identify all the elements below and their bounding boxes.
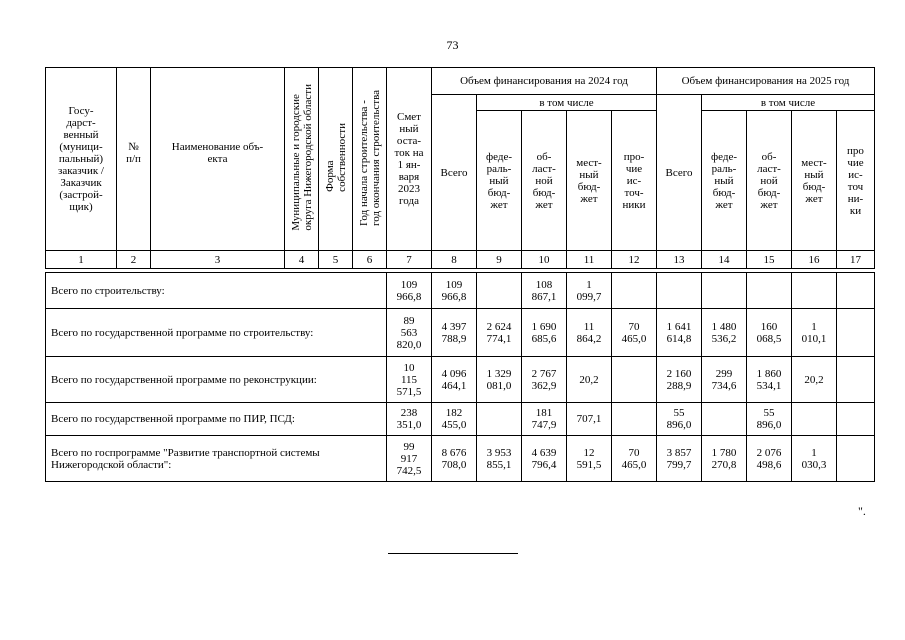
header-funding-2024: Объем финансирования на 2024 год [432, 68, 657, 95]
table-row [46, 403, 875, 436]
column-number: 1 [46, 251, 117, 269]
header-construction-years: Год начала строительства - год окончания строительства [353, 68, 387, 251]
row-label: Всего по государственной программе по строительству: [46, 309, 387, 357]
table-cell [612, 357, 657, 403]
footer-divider [388, 553, 518, 554]
table-row [46, 309, 875, 357]
table-cell [837, 436, 875, 482]
table-cell: 109 966,8 [432, 273, 477, 309]
financing-table [45, 67, 875, 482]
header-federal-2024: феде- раль- ный бюд- жет [477, 111, 522, 251]
header-estimated-balance: Смет ный оста- ток на 1 ян- варя 2023 года [387, 68, 432, 251]
table-cell [612, 403, 657, 436]
column-number: 8 [432, 251, 477, 269]
header-municipal-districts: Муниципальные и городские округа Нижегородской области [285, 68, 319, 251]
table-cell: 55 896,0 [747, 403, 792, 436]
table-cell: 55 896,0 [657, 403, 702, 436]
header-ownership-form: Форма собственности [319, 68, 353, 251]
table-cell [837, 309, 875, 357]
table-cell: 109 966,8 [387, 273, 432, 309]
page-number: 73 [446, 38, 459, 52]
table-cell: 1 641 614,8 [657, 309, 702, 357]
header-total-2024: Всего [432, 95, 477, 251]
table-row [46, 357, 875, 403]
table-cell: 89 563 820,0 [387, 309, 432, 357]
column-number: 2 [117, 251, 151, 269]
table-cell [477, 273, 522, 309]
table-cell [837, 403, 875, 436]
column-number: 15 [747, 251, 792, 269]
table-cell: 1 780 270,8 [702, 436, 747, 482]
table-cell: 181 747,9 [522, 403, 567, 436]
header-regional-2025: об- ласт- ной бюд- жет [747, 111, 792, 251]
table-cell: 1 010,1 [792, 309, 837, 357]
table-cell: 238 351,0 [387, 403, 432, 436]
header-including-2024: в том числе [477, 95, 657, 111]
header-object-name: Наименование объ- екта [151, 68, 285, 251]
row-label: Всего по государственной программе по реконструкции: [46, 357, 387, 403]
table-cell: 707,1 [567, 403, 612, 436]
table-cell: 1 690 685,6 [522, 309, 567, 357]
header-federal-2025: феде- раль- ный бюд- жет [702, 111, 747, 251]
row-label: Всего по госпрограмме "Развитие транспортной системы Нижегородской области": [46, 436, 387, 482]
row-label: Всего по строительству: [46, 273, 387, 309]
table-cell [747, 273, 792, 309]
column-number: 16 [792, 251, 837, 269]
table-cell [837, 357, 875, 403]
column-number: 10 [522, 251, 567, 269]
table-cell: 11 864,2 [567, 309, 612, 357]
table-cell: 20,2 [567, 357, 612, 403]
header-other-2025: про чие ис- точ ни- ки [837, 111, 875, 251]
table-cell: 4 639 796,4 [522, 436, 567, 482]
table-cell [792, 403, 837, 436]
column-number: 14 [702, 251, 747, 269]
table-cell: 4 397 788,9 [432, 309, 477, 357]
table-cell: 3 953 855,1 [477, 436, 522, 482]
table-cell [612, 273, 657, 309]
table-row [46, 273, 875, 309]
table-cell: 99 917 742,5 [387, 436, 432, 482]
header-customer: Госу- дарст- венный (муници- пальный) заказчик / Заказчик (застрой- щик) [46, 68, 117, 251]
table-cell: 4 096 464,1 [432, 357, 477, 403]
table-cell: 182 455,0 [432, 403, 477, 436]
column-number: 11 [567, 251, 612, 269]
column-number: 17 [837, 251, 875, 269]
column-number: 6 [353, 251, 387, 269]
table-cell: 70 465,0 [612, 309, 657, 357]
table-cell: 2 767 362,9 [522, 357, 567, 403]
column-number-row [46, 251, 875, 269]
table-cell: 1 030,3 [792, 436, 837, 482]
table-cell: 2 160 288,9 [657, 357, 702, 403]
closing-quote: ". [858, 504, 866, 518]
header-including-2025: в том числе [702, 95, 875, 111]
header-regional-2024: об- ласт- ной бюд- жет [522, 111, 567, 251]
table-cell: 1 099,7 [567, 273, 612, 309]
header-number: № п/п [117, 68, 151, 251]
header-funding-2025: Объем финансирования на 2025 год [657, 68, 875, 95]
column-number: 3 [151, 251, 285, 269]
table-cell [657, 273, 702, 309]
table-cell: 2 076 498,6 [747, 436, 792, 482]
table-cell [477, 403, 522, 436]
header-total-2025: Всего [657, 95, 702, 251]
table-row [46, 436, 875, 482]
table-cell: 10 115 571,5 [387, 357, 432, 403]
column-number: 13 [657, 251, 702, 269]
table-cell: 3 857 799,7 [657, 436, 702, 482]
table-cell: 8 676 708,0 [432, 436, 477, 482]
header-local-2025: мест- ный бюд- жет [792, 111, 837, 251]
table-cell: 160 068,5 [747, 309, 792, 357]
table-cell: 1 329 081,0 [477, 357, 522, 403]
table-cell: 1 480 536,2 [702, 309, 747, 357]
table-cell: 70 465,0 [612, 436, 657, 482]
header-local-2024: мест- ный бюд- жет [567, 111, 612, 251]
column-number: 5 [319, 251, 353, 269]
table-cell [702, 273, 747, 309]
table-cell: 108 867,1 [522, 273, 567, 309]
table-cell: 2 624 774,1 [477, 309, 522, 357]
column-number: 4 [285, 251, 319, 269]
column-number: 7 [387, 251, 432, 269]
table-cell [837, 273, 875, 309]
table-cell: 20,2 [792, 357, 837, 403]
table-cell [792, 273, 837, 309]
table-cell: 1 860 534,1 [747, 357, 792, 403]
column-number: 12 [612, 251, 657, 269]
row-label: Всего по государственной программе по ПИР, ПСД: [46, 403, 387, 436]
table-cell: 12 591,5 [567, 436, 612, 482]
column-number: 9 [477, 251, 522, 269]
header-other-2024: про- чие ис- точ- ники [612, 111, 657, 251]
table-cell: 299 734,6 [702, 357, 747, 403]
table-cell [702, 403, 747, 436]
